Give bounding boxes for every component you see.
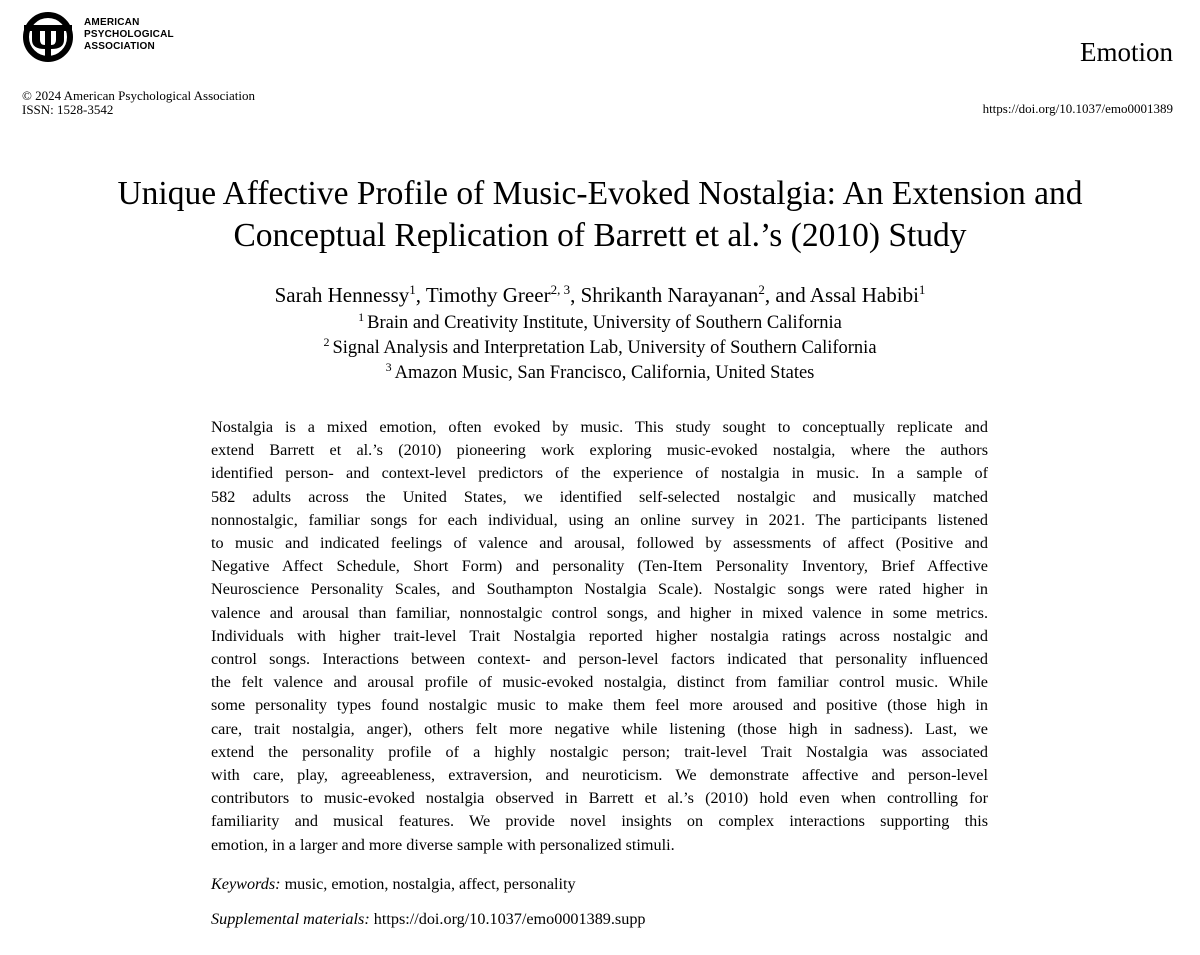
affiliation bbox=[0, 362, 1200, 384]
abstract-line: extend the personality profile of a highly nostalgic person; trait-level Trait Nostalgia was associated bbox=[211, 742, 988, 761]
author-name: Timothy Greer bbox=[425, 283, 551, 307]
author-name: Assal Habibi bbox=[809, 283, 919, 307]
keywords-list: music, emotion, nostalgia, affect, personality bbox=[284, 875, 576, 893]
issn-text: ISSN: 1528-3542 bbox=[22, 102, 114, 117]
abstract-line: emotion, in a larger and more diverse sample with personalized stimuli. bbox=[211, 835, 675, 854]
author-separator: , bbox=[570, 283, 581, 307]
author-name: Sarah Hennessy bbox=[274, 283, 410, 307]
author-affiliation-mark: 1 bbox=[918, 282, 926, 297]
doi-link[interactable]: https://doi.org/10.1037/emo0001389 bbox=[982, 101, 1173, 116]
abstract-line: the felt valence and arousal profile of music-evoked nostalgia, distinct from familiar control music. While bbox=[211, 673, 988, 692]
abstract-line: to music and indicated feelings of valence and arousal, followed by assessments of affect (Positive and bbox=[211, 534, 988, 553]
supplemental-label: Supplemental materials: bbox=[211, 910, 370, 928]
supplemental-materials bbox=[211, 908, 646, 930]
abstract-line: control songs. Interactions between context- and person-level factors indicated that personality influenced bbox=[211, 650, 988, 669]
author-separator: , and bbox=[764, 283, 810, 307]
abstract-line: valence and arousal than familiar, nonnostalgic control songs, and higher in mixed valence in some metrics. bbox=[211, 603, 988, 622]
affiliation-text: Signal Analysis and Interpretation Lab, University of Southern California bbox=[332, 338, 877, 358]
affiliation-number: 1 bbox=[358, 310, 365, 324]
copyright-block bbox=[22, 89, 255, 117]
abstract-line: identified person- and context-level predictors of the experience of nostalgia in music. In a sample of bbox=[211, 464, 988, 483]
author-affiliation-mark: 2 bbox=[758, 282, 765, 297]
author-name: Shrikanth Narayanan bbox=[580, 283, 759, 307]
abstract-line: care, trait nostalgia, anger), others felt more negative while listening (those high in sadness). Last, we bbox=[211, 719, 988, 738]
title-line: Unique Affective Profile of Music-Evoked Nostalgia: An Extension and bbox=[117, 175, 1083, 212]
publisher-line: AMERICAN bbox=[84, 17, 140, 28]
affiliation bbox=[0, 312, 1200, 334]
affiliation-text: Brain and Creativity Institute, University of Southern California bbox=[367, 313, 842, 333]
abstract-line: Neuroscience Personality Scales, and Southampton Nostalgia Scale). Nostalgic songs were rated higher in bbox=[211, 580, 988, 599]
copyright-text: © 2024 American Psychological Association bbox=[22, 88, 256, 103]
publisher-line: ASSOCIATION bbox=[84, 41, 155, 52]
journal-name: Emotion bbox=[1080, 37, 1173, 67]
abstract-line: contributors to music-evoked nostalgia observed in Barrett et al.’s (2010) hold even when controlling for bbox=[211, 789, 988, 808]
keywords-label: Keywords: bbox=[211, 875, 281, 893]
abstract-line: Individuals with higher trait-level Trait Nostalgia reported higher nostalgia ratings across nostalgic and bbox=[211, 626, 988, 645]
apa-logo bbox=[20, 12, 200, 62]
affiliation-number: 3 bbox=[385, 360, 392, 374]
affiliation-number: 2 bbox=[323, 335, 330, 349]
author-affiliation-mark: 2, 3 bbox=[550, 282, 571, 297]
author-separator: , bbox=[415, 283, 426, 307]
abstract-line: some personality types found nostalgic music to make them feel more aroused and positive (those high in bbox=[211, 696, 988, 715]
abstract-line: 582 adults across the United States, we identified self-selected nostalgic and musically matched bbox=[211, 487, 988, 506]
publisher-name bbox=[84, 17, 174, 53]
abstract-line: Negative Affect Schedule, Short Form) and personality (Ten-Item Personality Inventory, Brief Affective bbox=[211, 557, 988, 576]
affiliation-text: Amazon Music, San Francisco, California, United States bbox=[394, 363, 815, 383]
supplemental-link[interactable]: https://doi.org/10.1037/emo0001389.supp bbox=[373, 910, 646, 928]
abstract-line: extend Barrett et al.’s (2010) pioneering work exploring music-evoked nostalgia, where the authors bbox=[211, 441, 988, 460]
affiliation bbox=[0, 337, 1200, 359]
keywords bbox=[211, 873, 576, 895]
abstract-line: with care, play, agreeableness, extraversion, and neuroticism. We demonstrate affective and person-level bbox=[211, 766, 988, 785]
author-affiliation-mark: 1 bbox=[409, 282, 416, 297]
title-line: Conceptual Replication of Barrett et al.’s (2010) Study bbox=[233, 217, 967, 254]
author-list bbox=[0, 282, 1200, 308]
publisher-line: PSYCHOLOGICAL bbox=[84, 29, 174, 40]
abstract-line: familiarity and musical features. We provide novel insights on complex interactions supporting this bbox=[211, 812, 988, 831]
abstract-line: nonnostalgic, familiar songs for each individual, using an online survey in 2021. The participants listened bbox=[211, 510, 988, 529]
abstract-line: Nostalgia is a mixed emotion, often evoked by music. This study sought to conceptually replicate and bbox=[211, 418, 988, 436]
apa-psi-logo-icon bbox=[20, 12, 76, 62]
abstract bbox=[211, 416, 988, 857]
article-title bbox=[0, 173, 1200, 257]
